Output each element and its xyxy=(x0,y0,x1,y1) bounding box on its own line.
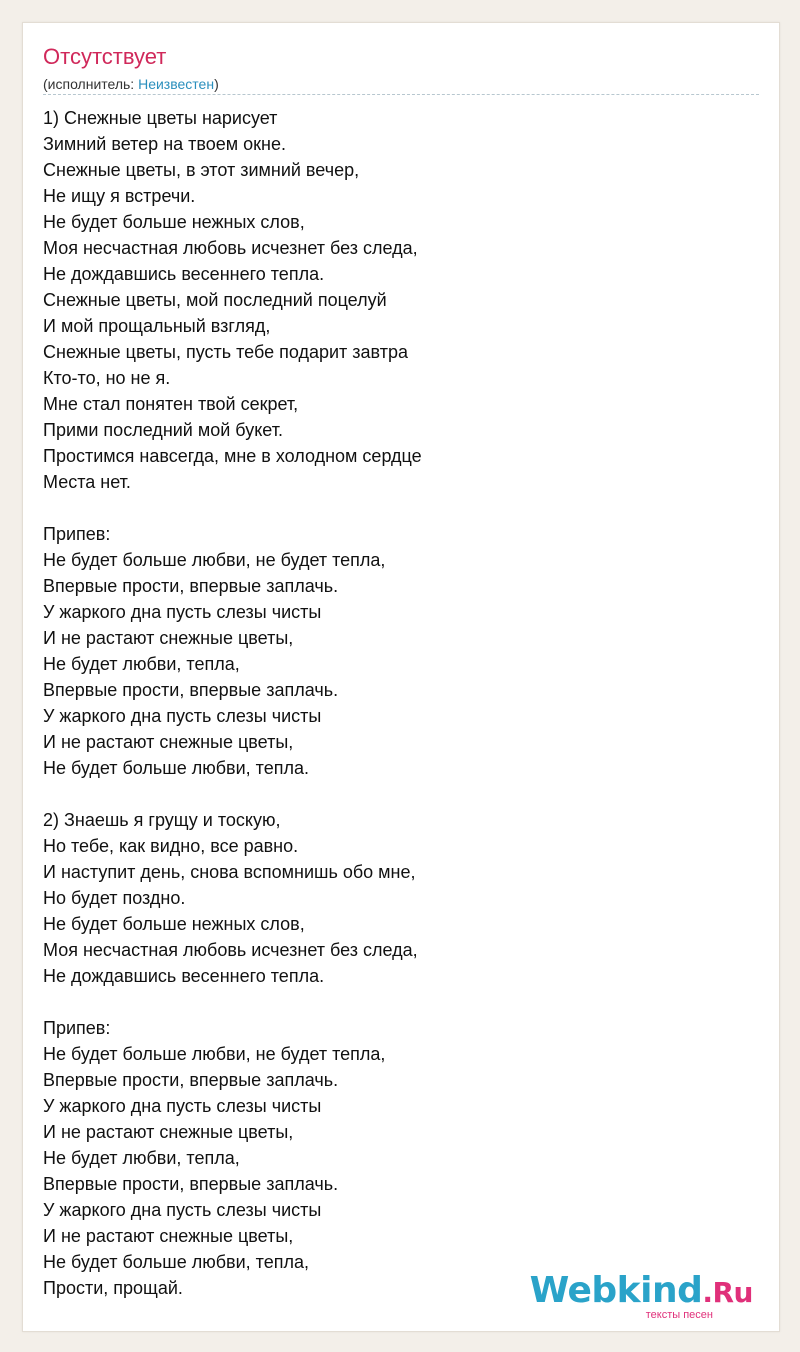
lyric-line: У жаркого дна пусть слезы чисты xyxy=(43,706,322,726)
lyric-line: Но будет поздно. xyxy=(43,888,186,908)
lyric-line: Кто-то, но не я. xyxy=(43,368,171,388)
lyric-line xyxy=(43,781,422,807)
artist-line xyxy=(43,75,219,93)
lyric-line: 2) Знаешь я грущу и тоскую, xyxy=(43,810,281,830)
lyric-line: Припев: xyxy=(43,1018,111,1038)
lyric-line: И не растают снежные цветы, xyxy=(43,1226,294,1246)
artist-link[interactable]: Неизвестен xyxy=(138,76,215,92)
artist-prefix: (исполнитель: xyxy=(43,76,139,92)
webkind-logo[interactable] xyxy=(530,1272,753,1321)
lyric-line: Не будет больше любви, не будет тепла, xyxy=(43,550,386,570)
lyric-line: Простимся навсегда, мне в холодном сердце xyxy=(43,446,422,466)
song-title: Отсутствует xyxy=(43,44,167,69)
lyric-line: У жаркого дна пусть слезы чисты xyxy=(43,1200,322,1220)
lyric-line: Припев: xyxy=(43,524,111,544)
lyric-line: Не будет больше любви, не будет тепла, xyxy=(43,1044,386,1064)
lyrics-card xyxy=(22,22,780,1332)
lyric-line: Не будет больше нежных слов, xyxy=(43,914,305,934)
lyric-line: Не дождавшись весеннего тепла. xyxy=(43,966,325,986)
lyric-line: Впервые прости, впервые заплачь. xyxy=(43,1174,339,1194)
lyric-line: И не растают снежные цветы, xyxy=(43,732,294,752)
lyric-line: И мой прощальный взгляд, xyxy=(43,316,271,336)
lyric-line: Не дождавшись весеннего тепла. xyxy=(43,264,325,284)
lyric-line: Не будет любви, тепла, xyxy=(43,654,240,674)
logo-main-text: Webkind xyxy=(529,1270,703,1311)
lyric-line: Моя несчастная любовь исчезнет без следа, xyxy=(43,940,418,960)
lyric-line: Впервые прости, впервые заплачь. xyxy=(43,576,339,596)
lyric-line: Места нет. xyxy=(43,472,131,492)
lyric-line: И не растают снежные цветы, xyxy=(43,628,294,648)
lyric-line: У жаркого дна пусть слезы чисты xyxy=(43,1096,322,1116)
lyric-line: Снежные цветы, в этот зимний вечер, xyxy=(43,160,360,180)
lyric-line: Не будет больше нежных слов, xyxy=(43,212,305,232)
lyric-line: 1) Снежные цветы нарисует xyxy=(43,108,278,128)
lyric-line: Не ищу я встречи. xyxy=(43,186,196,206)
dashed-divider xyxy=(43,94,759,95)
lyric-line: Не будет больше любви, тепла, xyxy=(43,1252,309,1272)
lyric-line: Моя несчастная любовь исчезнет без следа, xyxy=(43,238,418,258)
lyric-line: И не растают снежные цветы, xyxy=(43,1122,294,1142)
lyric-line: У жаркого дна пусть слезы чисты xyxy=(43,602,322,622)
lyric-line: Впервые прости, впервые заплачь. xyxy=(43,1070,339,1090)
lyric-line: Мне стал понятен твой секрет, xyxy=(43,394,299,414)
lyric-line: Не будет любви, тепла, xyxy=(43,1148,240,1168)
lyric-line: Впервые прости, впервые заплачь. xyxy=(43,680,339,700)
lyric-line: Снежные цветы, мой последний поцелуй xyxy=(43,290,387,310)
lyric-line: Зимний ветер на твоем окне. xyxy=(43,134,286,154)
lyric-line: Снежные цветы, пусть тебе подарит завтра xyxy=(43,342,408,362)
lyric-line: Не будет больше любви, тепла. xyxy=(43,758,309,778)
lyric-line: И наступит день, снова вспомнишь обо мне, xyxy=(43,862,416,882)
artist-suffix: ) xyxy=(214,76,219,92)
lyric-line: Но тебе, как видно, все равно. xyxy=(43,836,299,856)
logo-tagline: тексты песен xyxy=(645,1309,713,1321)
lyrics-text xyxy=(43,105,422,1301)
lyric-line: Прости, прощай. xyxy=(43,1278,183,1298)
logo-tld: .Ru xyxy=(702,1276,753,1309)
lyric-line xyxy=(43,989,422,1015)
lyric-line: Прими последний мой букет. xyxy=(43,420,283,440)
lyric-line xyxy=(43,495,422,521)
